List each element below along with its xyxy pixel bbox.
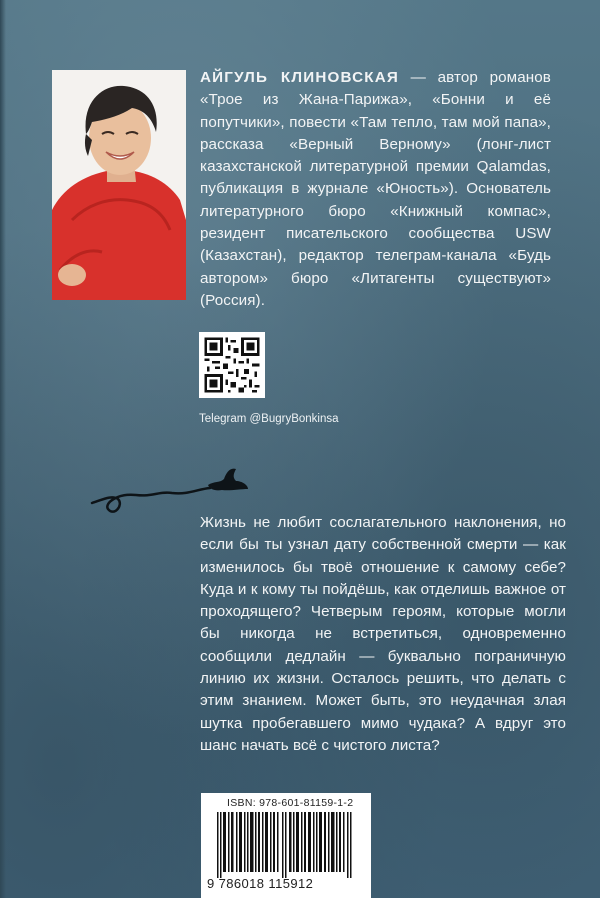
book-blurb: Жизнь не любит сослагательного наклонения, но если бы ты узнал дату собственной смерти — как изменилось бы твоё отношение к самому себе? Куда и к кому ты пойдёшь, как отделишь важное от проходящего? Четверым героям, которые могли бы никогда не встретиться, одновременно сообщили дедлайн — буквально пограничную линию их жизни. Осталось решить, что делать с этим знанием. Может быть, это неудачная злая шутка пробегавшего мимо чудака? А вдруг это шанс начать всё с чистого листа? bbox=[200, 514, 566, 754]
telegram-handle[interactable]: Telegram @BugryBonkinsa bbox=[199, 413, 339, 425]
author-name: АЙГУЛЬ КЛИНОВСКАЯ bbox=[200, 69, 400, 86]
isbn-barcode bbox=[201, 793, 371, 898]
author-bio bbox=[200, 67, 551, 312]
author-photo bbox=[52, 70, 186, 300]
barcode-bars bbox=[213, 812, 363, 878]
author-bio-text: — автор романов «Трое из Жана-Парижа», «Бонни и её попутчики», повести «Там тепло, там мой папа», рассказа «Верный Верному» (лонг-лист казахстанской литературной премии Qalamdas, публикация в журнале «Юность»). Основатель литературного бюро «Книжный компас», резидент писательского сообщества USW (Казахстан), редактор телеграм-канала «Будь автором» бюро «Литагенты существуют» (Россия). bbox=[200, 69, 551, 309]
ean-digits: 9 786018 115912 bbox=[207, 876, 314, 891]
isbn-number: ISBN: 978-601-81159-1-2 bbox=[227, 797, 354, 809]
spine-edge bbox=[0, 0, 6, 898]
qr-code[interactable] bbox=[199, 332, 265, 398]
